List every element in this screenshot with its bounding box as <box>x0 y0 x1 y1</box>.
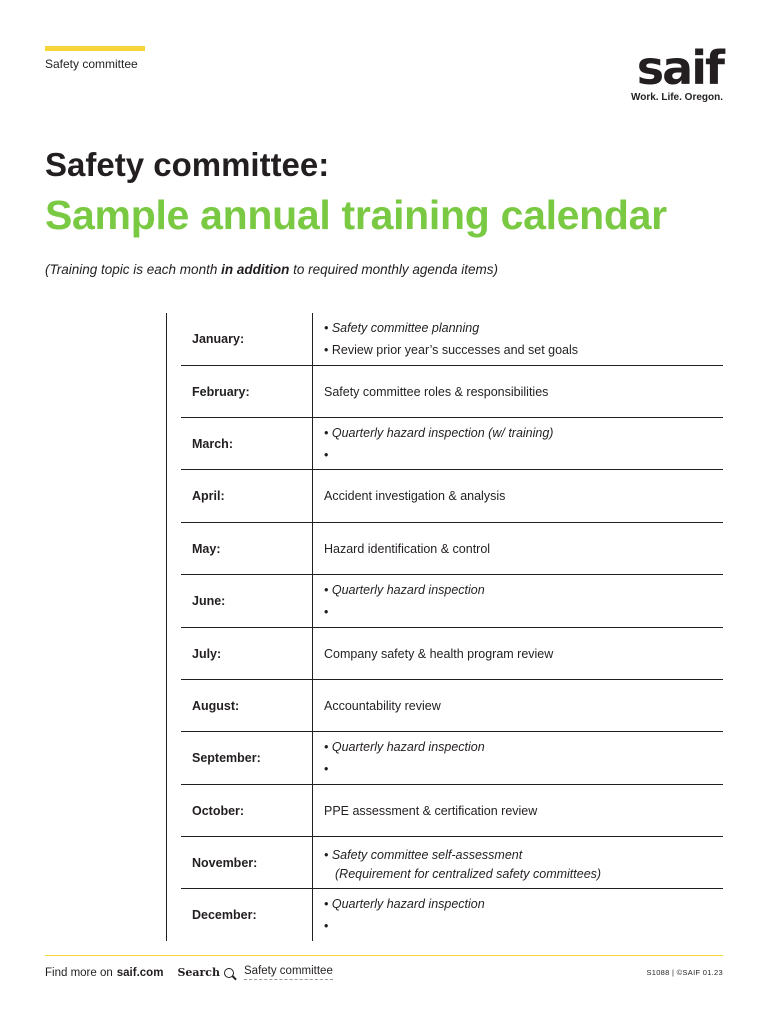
calendar-row <box>181 732 723 785</box>
calendar-topic-line: • Quarterly hazard inspection (w/ training) <box>324 425 554 440</box>
footer-accent-rule <box>45 955 723 956</box>
calendar-month: July: <box>192 646 222 661</box>
calendar-month: March: <box>192 436 233 451</box>
training-calendar-table <box>181 313 723 941</box>
intro-note-after: to required monthly agenda items) <box>289 262 498 277</box>
calendar-month: May: <box>192 541 221 556</box>
calendar-topic <box>312 889 723 941</box>
calendar-topic <box>312 523 723 574</box>
calendar-month: August: <box>192 698 240 713</box>
calendar-row <box>181 575 723 628</box>
calendar-topic <box>312 732 723 784</box>
saif-logo <box>573 41 723 103</box>
calendar-row <box>181 628 723 680</box>
calendar-row <box>181 470 723 523</box>
calendar-topic-line: • Safety committee self-assessment <box>324 847 523 862</box>
calendar-topic <box>312 470 723 522</box>
calendar-topic-line: (Requirement for centralized safety committees) <box>335 866 602 881</box>
table-left-rule <box>166 313 167 941</box>
calendar-topic <box>312 837 723 888</box>
calendar-row <box>181 313 723 366</box>
calendar-row <box>181 366 723 418</box>
calendar-month: February: <box>192 384 250 399</box>
footer-search-term[interactable]: Safety committee <box>244 965 333 980</box>
footer-search-label: Search <box>177 966 220 979</box>
search-icon <box>224 968 234 978</box>
calendar-topic-line: • Review prior year’s successes and set goals <box>324 343 579 357</box>
calendar-topic <box>312 366 723 417</box>
calendar-topic <box>312 418 723 469</box>
calendar-topic-line: • <box>324 762 329 776</box>
calendar-row <box>181 680 723 732</box>
calendar-topic <box>312 313 723 365</box>
logo-tagline: Work. Life. Oregon. <box>630 92 723 103</box>
calendar-row <box>181 523 723 575</box>
logo-wordmark: saif <box>636 41 723 95</box>
calendar-month: June: <box>192 594 226 608</box>
calendar-topic <box>312 575 723 627</box>
calendar-topic-line: Accident investigation & analysis <box>324 489 506 503</box>
calendar-month: April: <box>192 489 225 503</box>
calendar-topic-line: • Quarterly hazard inspection <box>324 740 485 754</box>
calendar-month: January: <box>192 332 245 346</box>
calendar-topic <box>312 628 723 679</box>
calendar-topic-line: Hazard identification & control <box>324 541 491 556</box>
page-subtitle-heading: Sample annual training calendar <box>45 192 667 238</box>
intro-note <box>45 262 498 277</box>
calendar-topic <box>312 680 723 731</box>
calendar-topic-line: • Quarterly hazard inspection <box>324 897 485 911</box>
calendar-month: December: <box>192 908 257 922</box>
footer-find-more: Find more on <box>45 966 113 979</box>
calendar-topic-line: Accountability review <box>324 698 441 713</box>
calendar-topic-line: • Quarterly hazard inspection <box>324 583 485 597</box>
calendar-topic-line: Company safety & health program review <box>324 646 554 661</box>
footer <box>45 965 333 980</box>
page-title: Safety committee: <box>45 146 330 183</box>
calendar-row <box>181 418 723 470</box>
calendar-topic-line: PPE assessment & certification review <box>324 803 538 818</box>
header-accent-rule <box>45 46 145 51</box>
calendar-topic-line: • <box>324 447 329 462</box>
footer-document-code: S1088 | ©SAIF 01.23 <box>646 968 723 977</box>
calendar-topic <box>312 785 723 836</box>
intro-note-emphasis: in addition <box>221 262 290 277</box>
calendar-month: November: <box>192 855 258 870</box>
calendar-row <box>181 837 723 889</box>
footer-site-link[interactable]: saif.com <box>116 966 164 979</box>
calendar-topic-line: Safety committee roles & responsibilities <box>324 384 549 399</box>
calendar-month: September: <box>192 751 261 765</box>
calendar-row <box>181 785 723 837</box>
calendar-topic-line: • <box>324 919 329 933</box>
calendar-topic-line: • <box>324 605 329 619</box>
header-label: Safety committee <box>45 57 138 71</box>
calendar-month: October: <box>192 803 245 818</box>
intro-note-before: (Training topic is each month <box>45 262 222 277</box>
calendar-row <box>181 889 723 941</box>
calendar-topic-line: • Safety committee planning <box>324 321 480 335</box>
